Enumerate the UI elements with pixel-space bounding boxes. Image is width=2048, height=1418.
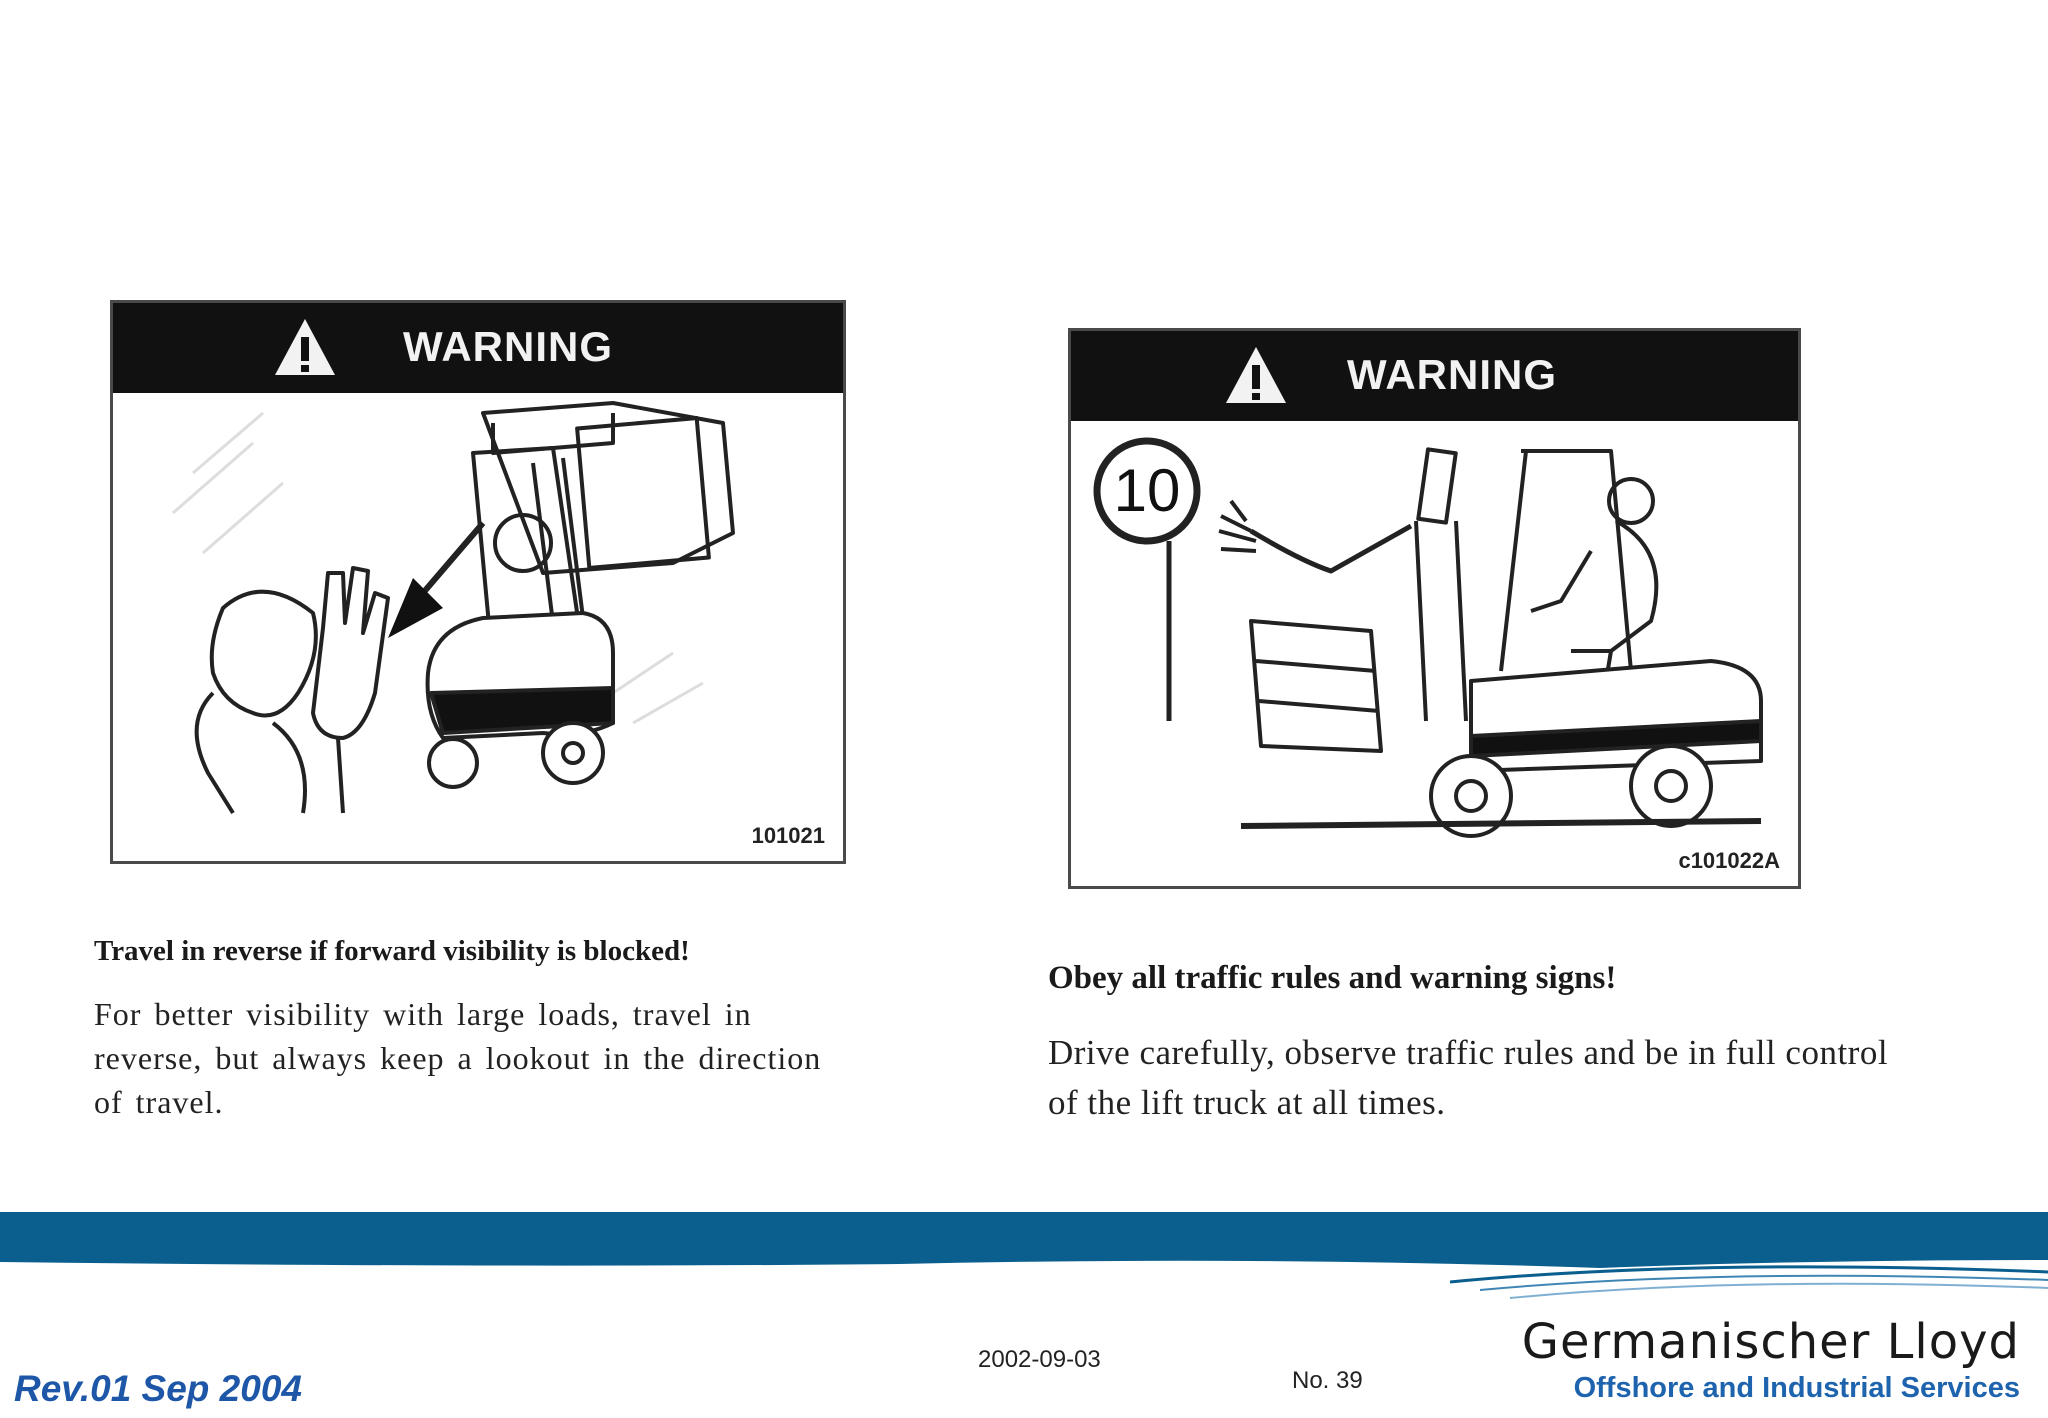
document-date: 2002-09-03 — [978, 1346, 1101, 1373]
reverse-travel-heading: Travel in reverse if forward visibility is blocked! — [94, 935, 690, 967]
forklift-reverse-illustration — [113, 393, 843, 863]
warning-triangle-icon — [273, 317, 337, 377]
page-number: No. 39 — [1292, 1367, 1363, 1394]
revision-label: Rev.01 Sep 2004 — [14, 1368, 302, 1409]
warning-label: WARNING — [403, 323, 613, 370]
reverse-travel-body: For better visibility with large loads, travel in reverse, but always keep a lookout in the direction of travel. — [94, 996, 822, 1120]
company-division: Offshore and Industrial Services — [1573, 1372, 2020, 1404]
traffic-rules-body: Drive carefully, observe traffic rules and be in full control of the lift truck at all times. — [1048, 1033, 1889, 1122]
image-code: c101022A — [1678, 848, 1780, 873]
speed-limit-sign: 10 — [1113, 457, 1181, 524]
warning-header — [1071, 331, 1798, 421]
warning-card-traffic-rules — [1068, 328, 1801, 889]
warning-triangle-icon — [1224, 345, 1288, 405]
company-name: Germanischer Lloyd — [1521, 1314, 2020, 1370]
traffic-rules-heading: Obey all traffic rules and warning signs! — [1048, 960, 1617, 996]
image-code: 101021 — [751, 823, 825, 848]
warning-header — [113, 303, 843, 393]
footer-wave-band — [0, 1212, 2048, 1312]
warning-label: WARNING — [1347, 351, 1557, 398]
forklift-traffic-sign-illustration — [1071, 421, 1798, 888]
warning-card-reverse-travel — [110, 300, 846, 864]
